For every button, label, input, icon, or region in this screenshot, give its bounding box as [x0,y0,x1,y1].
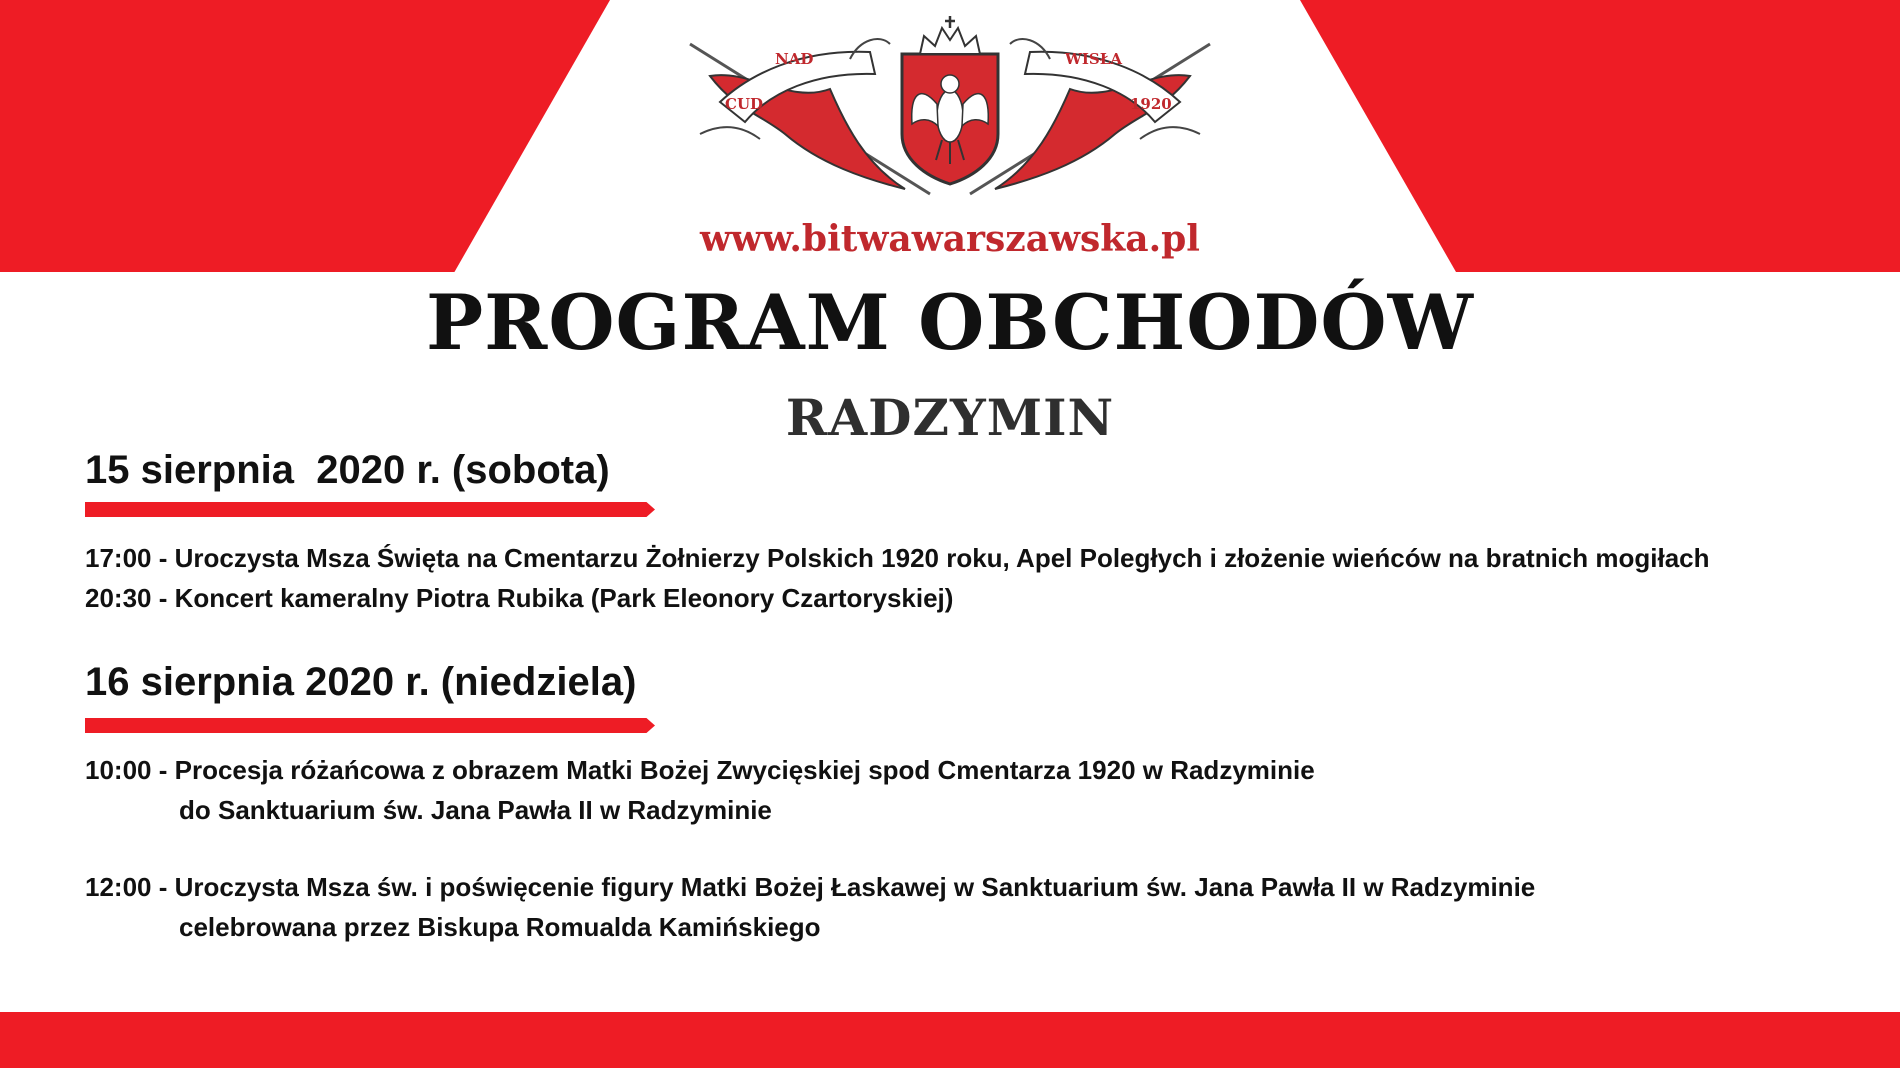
emblem-text-1920: 1920 [1130,95,1172,113]
day-heading-16-august: 16 sierpnia 2020 r. (niedziela) [85,660,637,704]
emblem-text-cud: CUD [725,95,764,113]
day-heading-underline [85,718,655,733]
day-heading-15-august: 15 sierpnia 2020 r. (sobota) [85,448,610,492]
event-line-continuation: do Sanktuarium św. Jana Pawła II w Radzyminie [179,795,772,825]
emblem-text-nad: NAD [775,50,814,68]
crown-icon [920,28,980,54]
emblem-text-wisla: WISŁA [1065,50,1122,68]
event-line: 20:30 - Koncert kameralny Piotra Rubika (Park Eleonory Czartoryskiej) [85,583,954,613]
event-line: 10:00 - Procesja różańcowa z obrazem Matki Bożej Zwycięskiej spod Cmentarza 1920 w Radzyminie [85,755,1315,785]
page-title: PROGRAM OBCHODÓW [426,278,1474,367]
page-subtitle: RADZYMIN [785,388,1115,447]
event-line: 12:00 - Uroczysta Msza św. i poświęcenie figury Matki Bożej Łaskawej w Sanktuarium św. Jana Pawła II w Radzyminie [85,872,1536,902]
website-url: www.bitwawarszawska.pl [700,218,1200,260]
day-heading-underline [85,502,655,517]
cross-icon [945,16,955,28]
event-line-continuation: celebrowana przez Biskupa Romualda Kamińskiego [179,912,821,942]
battle-of-warsaw-emblem [680,14,1220,204]
bottom-red-band [0,1012,1900,1068]
event-line: 17:00 - Uroczysta Msza Święta na Cmentarzu Żołnierzy Polskich 1920 roku, Apel Poległych i złożenie wieńców na bratnich mogiłach [85,543,1710,573]
